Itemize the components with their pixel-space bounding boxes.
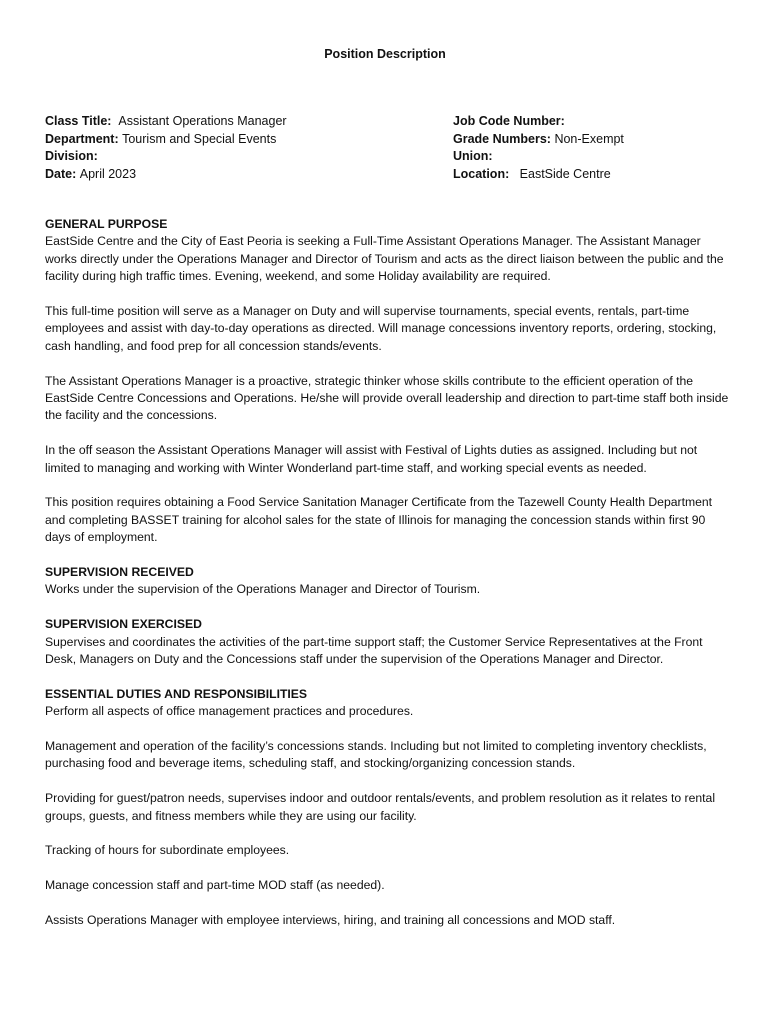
paragraph: Assists Operations Manager with employee interviews, hiring, and training all concessions and MOD staff. (45, 913, 616, 928)
meta-location (453, 166, 624, 184)
meta-label: Grade Numbers: (453, 131, 551, 146)
paragraph: Management and operation of the facility’s concessions stands. Including but not limited to completing inventory checklists, purchasing food and beverage items, scheduling staff, and stocking/organizing concession stands. (45, 739, 707, 771)
meta-department (45, 131, 287, 149)
meta-value: EastSide Centre (519, 166, 611, 181)
paragraph: Providing for guest/patron needs, supervises indoor and outdoor rentals/events, and problem resolution as it relates to rental groups, guests, and fitness members while they are using our facility. (45, 791, 716, 823)
meta-class-title (45, 113, 287, 131)
paragraph: Works under the supervision of the Operations Manager and Director of Tourism. (45, 582, 481, 597)
meta-value: April 2023 (79, 166, 137, 181)
paragraph: Supervises and coordinates the activities of the part-time support staff; the Customer Service Representatives at the Front Desk, Managers on Duty and the Concessions staff under the supervision of the Operations Manager and Director. (45, 634, 703, 667)
meta-division (45, 148, 287, 166)
meta-value: Non-Exempt (554, 131, 624, 146)
paragraph: EastSide Centre and the City of East Peoria is seeking a Full-Time Assistant Operations Manager. The Assistant Manager works directly under the Operations Manager and Director of Tourism and acts as the direct liaison between the public and the facility during high traffic times. Evening, weekend, and some Holiday availability are required. (45, 234, 724, 284)
meta-label: Location: (453, 166, 510, 181)
meta-value: Tourism and Special Events (122, 131, 277, 146)
paragraph: This position requires obtaining a Food Service Sanitation Manager Certificate from the Tazewell County Health Department and completing BASSET training for alcohol sales for the state of Illinois for managing the concession stands within first 90 days of employment. (45, 495, 713, 545)
section-heading: SUPERVISION EXERCISED (45, 617, 202, 632)
page-title: Position Description (324, 47, 446, 61)
document-body (45, 216, 733, 947)
meta-job-code (453, 113, 624, 131)
meta-label: Division: (45, 149, 98, 163)
paragraph: In the off season the Assistant Operations Manager will assist with Festival of Lights duties as assigned. Including but not limited to managing and working with Winter Wonderland part-time staff, and working special events as needed. (45, 443, 698, 475)
meta-union (453, 148, 624, 166)
paragraph: This full-time position will serve as a Manager on Duty and will supervise tournaments, special events, rentals, part-time employees and assist with day-to-day operations as directed. Will manage concessions inventory reports, ordering, stocking, cash handling, and food prep for all concession stands/events. (45, 304, 717, 353)
meta-label: Department: (45, 131, 119, 146)
section-heading: GENERAL PURPOSE (45, 217, 168, 231)
paragraph: The Assistant Operations Manager is a proactive, strategic thinker whose skills contribute to the efficient operation of the EastSide Centre Concessions and Operations. He/she will provide overall leadership and direction to part-time staff both inside the facility and the concessions. (45, 373, 729, 423)
meta-label: Job Code Number: (453, 114, 565, 128)
meta-left (45, 113, 287, 183)
meta-date (45, 166, 287, 184)
section-supervision-received (45, 564, 733, 599)
meta-grade (453, 131, 624, 149)
section-heading: ESSENTIAL DUTIES AND RESPONSIBILITIES (45, 686, 308, 701)
meta-label: Date: (45, 166, 77, 181)
meta-value: Assistant Operations Manager (118, 114, 287, 128)
meta-label: Union: (453, 149, 493, 163)
paragraph: Tracking of hours for subordinate employees. (45, 843, 290, 858)
section-essential-duties (45, 686, 733, 930)
section-general-purpose (45, 216, 733, 547)
paragraph: Perform all aspects of office management practices and procedures. (45, 704, 414, 719)
section-heading: SUPERVISION RECEIVED (45, 565, 194, 580)
meta-right (453, 113, 624, 183)
paragraph: Manage concession staff and part-time MOD staff (as needed). (45, 878, 385, 893)
meta-label: Class Title: (45, 114, 112, 128)
section-supervision-exercised (45, 616, 733, 668)
